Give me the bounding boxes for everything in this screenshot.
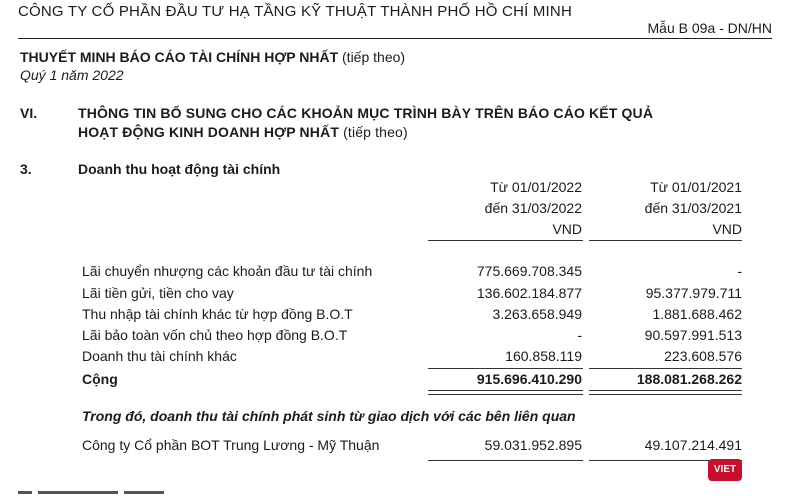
report-period: Quý 1 năm 2022 xyxy=(20,67,124,83)
table-row-value-2021: 95.377.979.711 xyxy=(645,285,742,301)
related-party-heading: Trong đó, doanh thu tài chính phát sinh từ giao dịch với các bên liên quan xyxy=(82,408,576,424)
table-row-value-2021: 1.881.688.462 xyxy=(652,306,742,322)
section-number: VI. xyxy=(20,105,38,121)
section-title-line2 xyxy=(78,123,653,142)
col2-to: đến 31/03/2021 xyxy=(644,200,742,216)
section-title-line2-main: HOẠT ĐỘNG KINH DOANH HỢP NHẤT xyxy=(78,124,340,140)
related-party-value-2022: 59.031.952.895 xyxy=(484,437,582,453)
table-row-label: Lãi tiền gửi, tiền cho vay xyxy=(82,285,234,301)
viet-logo-badge: VIET xyxy=(708,459,742,481)
total-double-rule-2022 xyxy=(428,390,583,395)
total-label: Cộng xyxy=(82,371,118,387)
col2-header-rule xyxy=(589,240,742,241)
table-row-value-2021: - xyxy=(737,263,742,279)
col1-header-rule xyxy=(428,240,583,241)
table-row-value-2021: 90.597.991.513 xyxy=(644,327,742,343)
table-row-label: Thu nhập tài chính khác từ hợp đồng B.O.T xyxy=(82,306,353,322)
table-row-value-2022: 775.669.708.345 xyxy=(476,263,582,279)
section-title-suffix: (tiếp theo) xyxy=(339,124,408,140)
table-row-value-2021: 223.608.576 xyxy=(664,348,742,364)
total-value-2022: 915.696.410.290 xyxy=(476,371,582,387)
col2-from: Từ 01/01/2021 xyxy=(650,179,742,195)
cutoff-text-fragment xyxy=(18,491,318,501)
subtotal-rule-2021 xyxy=(589,368,742,369)
table-row-value-2022: 3.263.658.949 xyxy=(492,306,582,322)
table-row-label: Doanh thu tài chính khác xyxy=(82,348,237,364)
item-number: 3. xyxy=(20,161,32,177)
subtotal-rule-2022 xyxy=(428,368,583,369)
notes-title-main: THUYẾT MINH BÁO CÁO TÀI CHÍNH HỢP NHẤT xyxy=(20,49,339,65)
table-row-value-2022: 136.602.184.877 xyxy=(476,285,582,301)
table-row-value-2022: 160.858.119 xyxy=(505,348,582,364)
table-row-value-2022: - xyxy=(577,327,582,343)
col1-to: đến 31/03/2022 xyxy=(484,200,582,216)
col1-from: Từ 01/01/2022 xyxy=(490,179,582,195)
section-title xyxy=(78,104,653,142)
header-divider xyxy=(18,38,772,39)
notes-title-suffix: (tiếp theo) xyxy=(338,49,406,65)
total-value-2021: 188.081.268.262 xyxy=(636,371,742,387)
col1-unit: VND xyxy=(552,221,582,237)
item-title: Doanh thu hoạt động tài chính xyxy=(78,161,281,177)
related-party-label: Công ty Cổ phần BOT Trung Lương - Mỹ Thuận xyxy=(82,437,380,453)
section-title-line1: THÔNG TIN BỔ SUNG CHO CÁC KHOẢN MỤC TRÌNH BÀY TRÊN BÁO CÁO KẾT QUẢ xyxy=(78,105,654,121)
table-row-label: Lãi bảo toàn vốn chủ theo hợp đồng B.O.T xyxy=(82,327,348,343)
col2-unit: VND xyxy=(712,221,742,237)
table-row-label: Lãi chuyển nhượng các khoản đầu tư tài chính xyxy=(82,263,373,279)
related-rule-2022 xyxy=(428,460,583,461)
total-double-rule-2021 xyxy=(589,390,742,395)
notes-title xyxy=(20,49,405,65)
company-name: CÔNG TY CỔ PHẦN ĐẦU TƯ HẠ TẦNG KỸ THUẬT THÀNH PHỐ HỒ CHÍ MINH xyxy=(18,3,572,20)
form-code: Mẫu B 09a - DN/HN xyxy=(647,20,772,36)
related-party-value-2021: 49.107.214.491 xyxy=(644,437,742,453)
